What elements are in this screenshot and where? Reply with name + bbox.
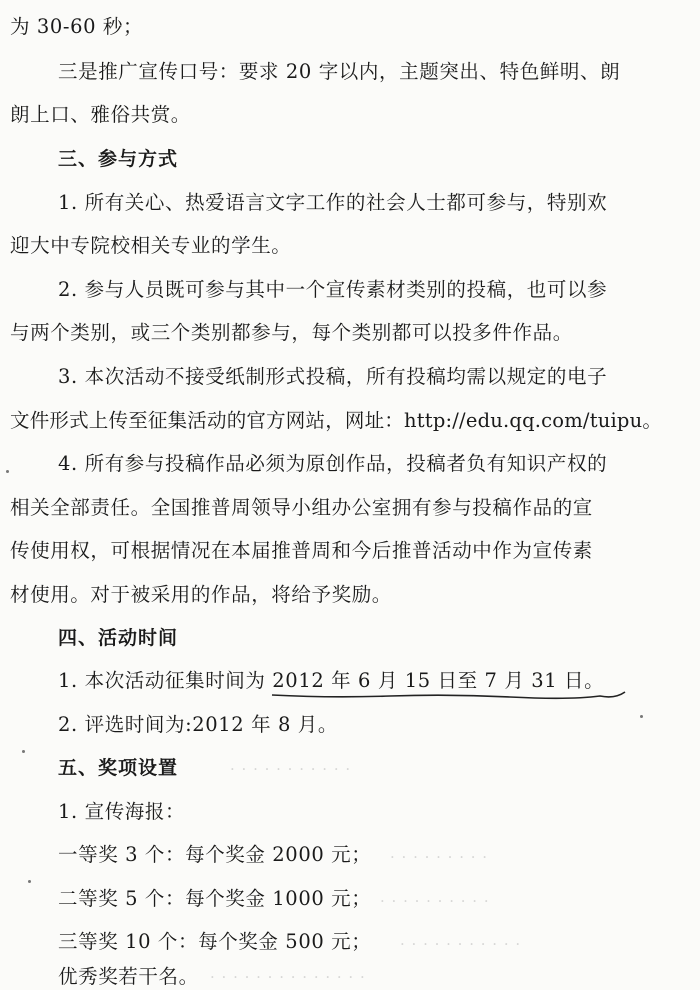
text-line: 2. 参与人员既可参与其中一个宣传素材类别的投稿，也可以参 <box>58 278 608 301</box>
text-line: 朗上口、雅俗共赏。 <box>10 103 191 126</box>
text-line: 文件形式上传至征集活动的官方网站，网址：http://edu.qq.com/tuipu。 <box>10 409 663 432</box>
text-line: 二等奖 5 个：每个奖金 1000 元； <box>58 887 372 910</box>
scan-speck <box>6 470 9 473</box>
scan-speck <box>640 715 643 718</box>
scan-speck <box>22 750 25 753</box>
text-line: 与两个类别，或三个类别都参与，每个类别都可以投多件作品。 <box>10 321 573 344</box>
text-line: 1. 宣传海报： <box>58 800 186 823</box>
text-line: 三等奖 10 个：每个奖金 500 元； <box>58 930 372 953</box>
text-line: 传使用权，可根据情况在本届推普周和今后推普活动中作为宣传素 <box>10 539 593 562</box>
text-line: 三是推广宣传口号：要求 20 字以内，主题突出、特色鲜明、朗 <box>58 60 621 83</box>
section-heading: 五、奖项设置 <box>58 757 179 779</box>
text-line: 优秀奖若干名。 <box>58 965 199 988</box>
text-line: 一等奖 3 个：每个奖金 2000 元； <box>58 843 372 866</box>
bleed-through-noise: · · · · · · · · · · <box>380 892 490 910</box>
text-line: 1. 本次活动征集时间为 2012 年 6 月 15 日至 7 月 31 日。 <box>58 669 605 692</box>
scan-speck <box>28 880 31 883</box>
text-line: 2. 评选时间为:2012 年 8 月。 <box>58 713 339 736</box>
text-line: 相关全部责任。全国推普周领导小组办公室拥有参与投稿作品的宣 <box>10 496 593 519</box>
text-line: 3. 本次活动不接受纸制形式投稿，所有投稿均需以规定的电子 <box>58 365 608 388</box>
text-line: 4. 所有参与投稿作品必须为原创作品，投稿者负有知识产权的 <box>58 452 608 475</box>
bleed-through-noise: · · · · · · · · · · · · · · <box>210 968 366 986</box>
bleed-through-noise: · · · · · · · · · <box>390 848 489 866</box>
section-heading: 三、参与方式 <box>58 148 179 170</box>
bleed-through-noise: · · · · · · · · · · · <box>400 935 522 953</box>
text-line: 为 30-60 秒； <box>10 15 144 38</box>
section-heading: 四、活动时间 <box>58 627 179 649</box>
text-line: 1. 所有关心、热爱语言文字工作的社会人士都可参与，特别欢 <box>58 191 608 214</box>
bleed-through-noise: · · · · · · · · · · · <box>230 760 352 778</box>
text-line: 迎大中专院校相关专业的学生。 <box>10 234 292 257</box>
text-line: 材使用。对于被采用的作品，将给予奖励。 <box>10 583 392 606</box>
